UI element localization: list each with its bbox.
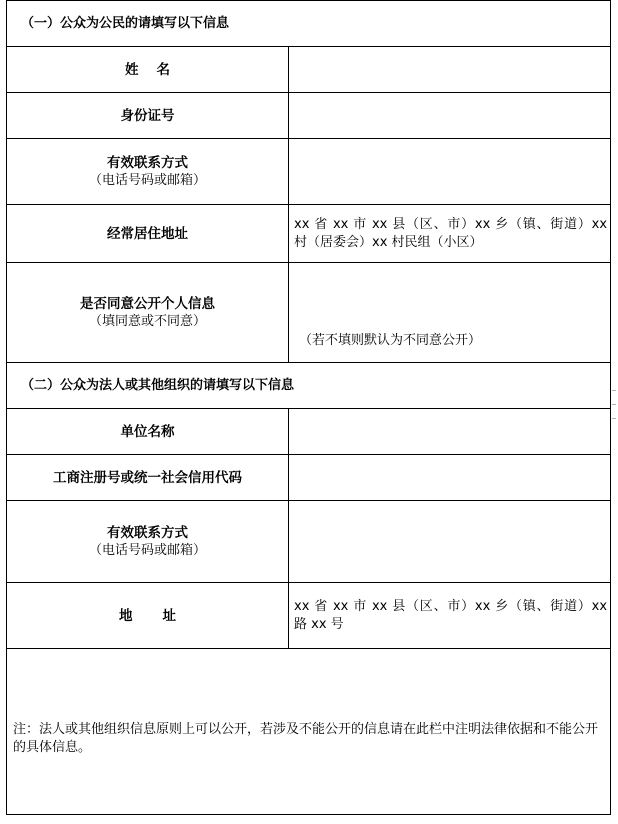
org-address-label-cell (7, 583, 289, 649)
org-name-label: 单位名称 (120, 423, 175, 440)
registration-code-input-cell[interactable] (289, 455, 611, 501)
section1-header-row (7, 1, 611, 47)
org-contact-sub-label: （电话号码或邮箱） (88, 542, 206, 558)
id-label-cell (7, 93, 289, 139)
registration-code-label: 工商注册号或统一社会信用代码 (53, 469, 242, 486)
reg-label-cell (7, 455, 289, 501)
id-number-label: 身份证号 (120, 107, 175, 124)
section1-title: （一）公众为公民的请填写以下信息 (7, 1, 611, 47)
table-row (7, 409, 611, 455)
org-address-label: 地址 (119, 607, 206, 624)
note-cell[interactable] (7, 649, 611, 815)
name-label-cell (7, 47, 289, 93)
id-number-input-cell[interactable] (289, 93, 611, 139)
note-text: 注：法人或其他组织信息原则上可以公开，若涉及不能公开的信息请在此栏中注明法律依据和不能公开的具体信息。 (13, 722, 599, 755)
table-row (7, 47, 611, 93)
table-row (7, 263, 611, 363)
edge-mark (612, 390, 616, 391)
consent-sub-label: （填同意或不同意） (88, 313, 206, 329)
edge-mark (612, 418, 616, 419)
table-row (7, 583, 611, 649)
consent-hint[interactable]: （若不填则默认为不同意公开） (289, 263, 611, 363)
address-label: 经常居住地址 (107, 225, 188, 242)
consent-label: 是否同意公开个人信息 (80, 295, 215, 312)
contact-label-cell (7, 139, 289, 205)
contact-sub-label: （电话号码或邮箱） (88, 172, 206, 188)
org-address-value[interactable]: xx 省 xx 市 xx 县（区、市）xx 乡（镇、街道）xx 路 xx 号 (289, 583, 611, 649)
section2-header-row (7, 363, 611, 409)
org-contact-label-cell (7, 501, 289, 583)
edge-mark (612, 404, 616, 405)
org-contact-label: 有效联系方式 (107, 524, 188, 541)
name-input-cell[interactable] (289, 47, 611, 93)
contact-input-cell[interactable] (289, 139, 611, 205)
org-name-input-cell[interactable] (289, 409, 611, 455)
table-row (7, 501, 611, 583)
table-row (7, 205, 611, 263)
address-value[interactable]: xx 省 xx 市 xx 县（区、市）xx 乡（镇、街道）xx 村（居委会）xx 村民组（小区） (289, 205, 611, 263)
org-contact-input-cell[interactable] (289, 501, 611, 583)
org-name-label-cell (7, 409, 289, 455)
table-row (7, 455, 611, 501)
table-row (7, 139, 611, 205)
name-label: 姓名 (125, 61, 188, 78)
address-label-cell (7, 205, 289, 263)
table-row (7, 93, 611, 139)
section2-title: （二）公众为法人或其他组织的请填写以下信息 (7, 363, 611, 409)
table-row (7, 649, 611, 815)
consent-label-cell (7, 263, 289, 363)
info-form-table (6, 0, 611, 815)
contact-label: 有效联系方式 (107, 154, 188, 171)
